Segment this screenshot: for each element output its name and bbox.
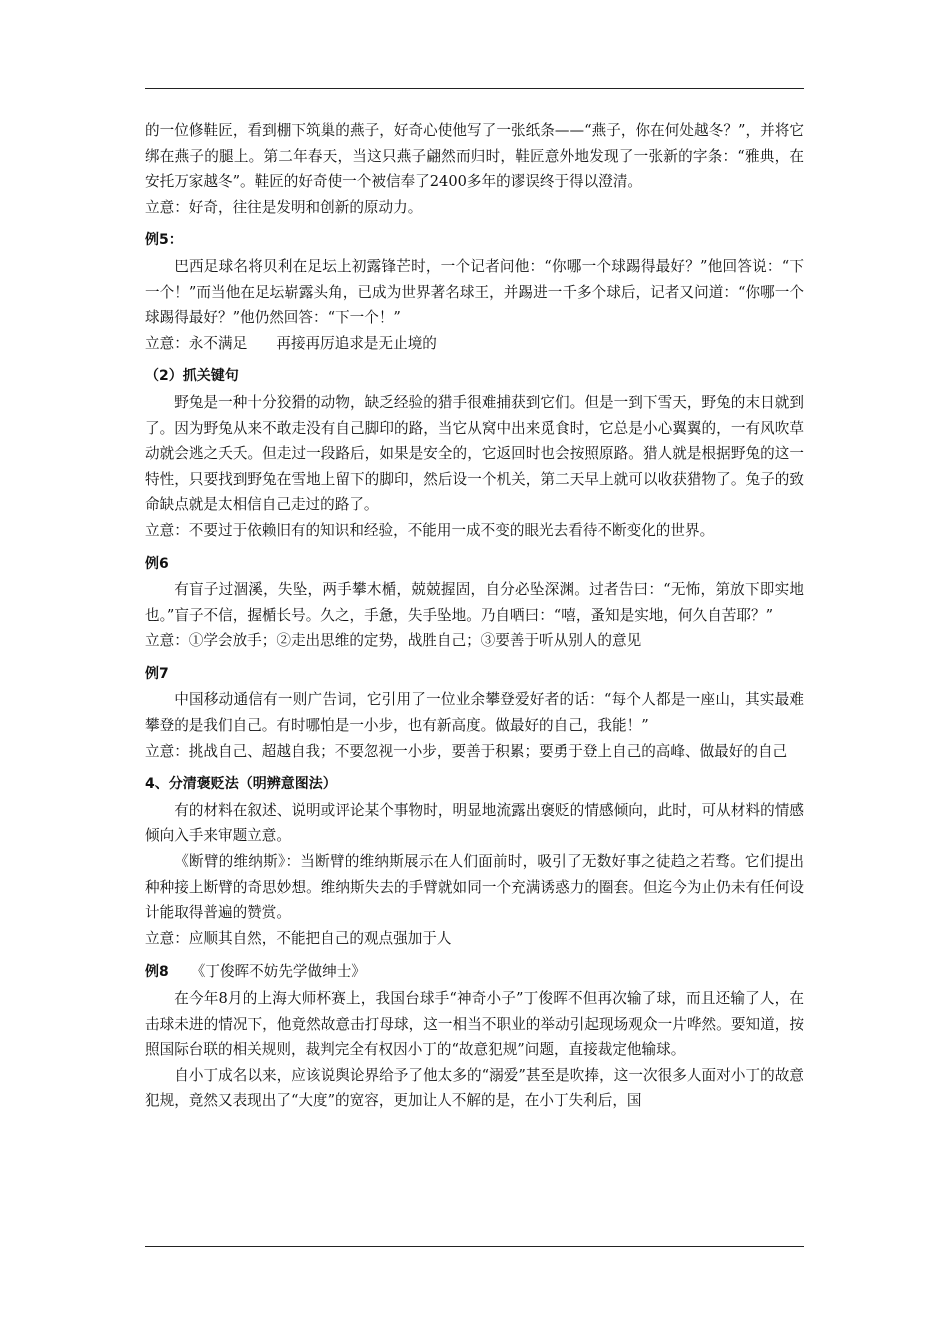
paragraph-ding-media: 自小丁成名以来，应该说舆论界给予了他太多的“溺爱”甚至是吹捧，这一次很多人面对小丁的故意犯规，竟然又表现出了“大度”的宽容，更加让人不解的是，在小丁失利后，国 [145, 1066, 804, 1110]
paragraph-pele-story: 巴西足球名将贝利在足坛上初露锋芒时，一个记者问他：“你哪一个球踢得最好？”他回答说：“下一个！”而当他在足坛崭露头角，已成为世界著名球王，并踢进一千多个球后，记者又问道：“你哪一个球踢得最好？”他仍然回答：“下一个！” [145, 257, 804, 327]
paragraph-idea-experience: 立意：不要过于依赖旧有的知识和经验，不能用一成不变的眼光去看待不断变化的世界。 [145, 521, 715, 539]
paragraph-idea-natural: 立意：应顺其自然，不能把自己的观点强加于人 [145, 929, 452, 947]
heading-section-4: 4、分清褒贬法（明辨意图法） [145, 776, 337, 793]
paragraph-idea-curiosity: 立意：好奇，往往是发明和创新的原动力。 [145, 198, 423, 216]
paragraph-ding-story: 在今年8月的上海大师杯赛上，我国台球手“神奇小子”丁俊晖不但再次输了球，而且还输了人，在击球未进的情况下，他竟然故意击打母球，这一相当不职业的举动引起现场观众一片哗然。要知道，按照国际台联的相关规则，裁判完全有权因小丁的“故意犯规”问题，直接裁定他输球。 [145, 990, 804, 1059]
header-rule [145, 88, 804, 89]
paragraph-china-mobile-ad: 中国移动通信有一则广告词，它引用了一位业余攀登爱好者的话：“每个人都是一座山，其实最难攀登的是我们自己。有时哪怕是一小步，也有新高度。做最好的自己，我能！” [145, 691, 804, 735]
heading-example-5: 例5： [145, 232, 183, 249]
heading-example-8 [145, 959, 804, 986]
heading-example-6: 例6 [145, 555, 169, 572]
heading-example-8-title: 《丁俊晖不妨先学做绅士》 [190, 963, 366, 981]
document-body [145, 118, 804, 1114]
footer-rule [145, 1246, 804, 1247]
paragraph-swallow-story: 的一位修鞋匠，看到棚下筑巢的燕子，好奇心使他写了一张纸条——“燕子，你在何处越冬？”，并将它绑在燕子的腿上。第二年春天，当这只燕子翩然而归时，鞋匠意外地发现了一张新的字条：“雅典，在安托万家越冬”。鞋匠的好奇使一个被信奉了2400多年的谬误终于得以澄清。 [145, 122, 804, 191]
paragraph-blind-man-story: 有盲子过涸溪，失坠，两手攀木楯，兢兢握固，自分必坠深渊。过者告曰：“无怖，第放下即实地也。”盲子不信，握楯长号。久之，手惫，失手坠地。乃自哂曰：“嘻，蚤知是实地，何久自苦耶？” [145, 581, 804, 624]
paragraph-method-intro: 有的材料在叙述、说明或评论某个事物时，明显地流露出褒贬的情感倾向，此时，可从材料的情感倾向入手来审题立意。 [145, 801, 804, 845]
paragraph-idea-let-go: 立意：①学会放手；②走出思维的定势，战胜自己；③要善于听从别人的意见 [145, 632, 642, 650]
heading-example-8-label: 例8 [145, 964, 169, 981]
paragraph-venus-story: 《断臂的维纳斯》：当断臂的维纳斯展示在人们面前时，吸引了无数好事之徒趋之若骛。它们提出种种接上断臂的奇思妙想。维纳斯失去的手臂就如同一个充满诱惑力的圈套。但迄今为止仍未有任何设计能取得普遍的赞赏。 [145, 853, 804, 922]
heading-key-sentence: （2）抓关键句 [145, 368, 239, 385]
paragraph-idea-never-satisfied: 立意：永不满足 再接再厉追求是无止境的 [145, 334, 437, 352]
paragraph-idea-challenge-self: 立意：挑战自己、超越自我；不要忽视一小步，要善于积累；要勇于登上自己的高峰、做最好的自己 [145, 742, 788, 760]
paragraph-hare-story: 野兔是一种十分狡猾的动物，缺乏经验的猎手很难捕获到它们。但是一到下雪天，野兔的末日就到了。因为野兔从来不敢走没有自己脚印的路，当它从窝中出来觅食时，它总是小心翼翼的，一有风吹草动就会逃之夭夭。但走过一段路后，如果是安全的，它返回时也会按照原路。猎人就是根据野兔的这一特性，只要找到野兔在雪地上留下的脚印，然后设一个机关，第二天早上就可以收获猎物了。兔子的致命缺点就是太相信自己走过的路了。 [145, 393, 804, 514]
heading-example-7: 例7 [145, 665, 169, 682]
